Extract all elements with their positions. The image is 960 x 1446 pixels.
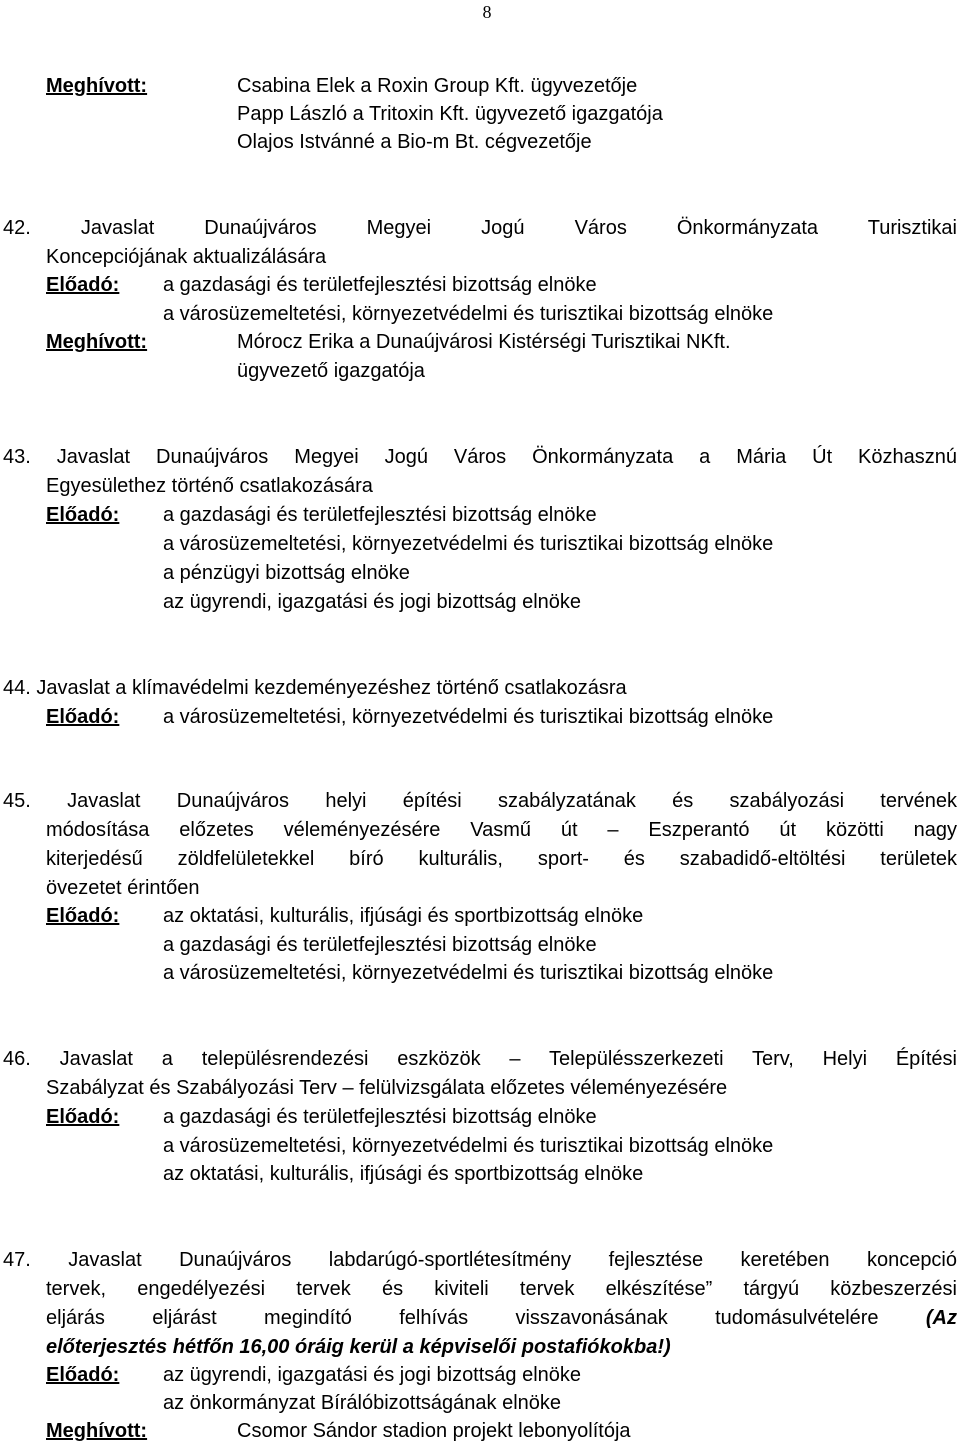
presenter-text: a városüzemeltetési, környezetvédelmi és turisztikai bizottság elnöke [163, 962, 774, 984]
presenter-row [46, 588, 957, 617]
presenter-text: a pénzügyi bizottság elnöke [163, 562, 410, 584]
item-47-title-cont [46, 1304, 957, 1333]
item-title-text: tervek, engedélyezési tervek és kiviteli tervek elkészítése” tárgyú közbeszerzési [46, 1278, 957, 1300]
item-44-title [0, 674, 957, 703]
item-45-title-cont [46, 816, 957, 845]
invitee-row [46, 357, 957, 386]
item-number: 45. [3, 790, 31, 812]
presenter-row [46, 530, 957, 559]
item-47-note [46, 1333, 957, 1362]
presenter-label: Előadó: [46, 1106, 120, 1128]
item-title-text: Javaslat Dunaújváros Megyei Jogú Város Önkormányzata a Mária Út Közhasznú [56, 446, 957, 468]
presenter-row [46, 1361, 957, 1390]
presenter-label: Előadó: [46, 706, 120, 728]
invitee-name: ügyvezető igazgatója [237, 360, 425, 382]
presenter-row [46, 501, 957, 530]
presenter-text: a gazdasági és területfejlesztési bizottság elnöke [163, 274, 597, 296]
invited-label: Meghívott: [46, 1420, 148, 1442]
presenter-text: a városüzemeltetési, környezetvédelmi és turisztikai bizottság elnöke [163, 303, 774, 325]
invitee-row [46, 1417, 957, 1446]
item-number: 47. [3, 1249, 31, 1271]
item-title-text: Koncepciójának aktualizálására [46, 246, 327, 268]
presenter-text: a gazdasági és területfejlesztési bizottság elnöke [163, 504, 597, 526]
presenter-row [46, 1389, 957, 1418]
item-number: 43. [3, 446, 31, 468]
presenter-row [46, 271, 957, 300]
invitee-name: Olajos Istvánné a Bio-m Bt. cégvezetője [237, 131, 592, 153]
presenter-text: a városüzemeltetési, környezetvédelmi és turisztikai bizottság elnöke [163, 1135, 774, 1157]
presenter-row [46, 1103, 957, 1132]
presenter-row [46, 1132, 957, 1161]
item-title-text: eljárás eljárást megindító felhívás visszavonásának tudomásulvételére [46, 1307, 879, 1329]
presenter-text: a városüzemeltetési, környezetvédelmi és turisztikai bizottság elnöke [163, 706, 774, 728]
invited-label: Meghívott: [46, 331, 148, 353]
invitee-name: Papp László a Tritoxin Kft. ügyvezető igazgatója [237, 103, 663, 125]
invited-label: Meghívott: [46, 75, 148, 97]
presenter-text: a városüzemeltetési, környezetvédelmi és turisztikai bizottság elnöke [163, 533, 774, 555]
item-46-title [0, 1045, 957, 1074]
invitee-row [46, 72, 957, 101]
item-number: 42. [3, 217, 31, 239]
note-text: előterjesztés hétfőn 16,00 óráig kerül a képviselői postafiókokba!) [46, 1336, 671, 1358]
item-title-text: módosítása előzetes véleményezésére Vasmű út – Eszperantó út közötti nagy [46, 819, 957, 841]
item-45-title [0, 787, 957, 816]
presenter-text: az oktatási, kulturális, ifjúsági és sportbizottság elnöke [163, 905, 644, 927]
item-title-text: Javaslat Dunaújváros helyi építési szabályzatának és szabályozási tervének [67, 790, 957, 812]
presenter-text: az ügyrendi, igazgatási és jogi bizottság elnöke [163, 1364, 582, 1386]
presenter-text: az ügyrendi, igazgatási és jogi bizottság elnöke [163, 591, 582, 613]
item-43-title [0, 443, 957, 472]
item-45-title-cont [46, 874, 957, 903]
invitee-row [46, 328, 957, 357]
presenter-text: az oktatási, kulturális, ifjúsági és sportbizottság elnöke [163, 1163, 644, 1185]
invitee-row [46, 128, 957, 157]
item-title-text: Javaslat a településrendezési eszközök – Településszerkezeti Terv, Helyi Építési [59, 1048, 957, 1070]
presenter-text: az önkormányzat Bírálóbizottságának elnöke [163, 1392, 562, 1414]
item-47-title [0, 1246, 957, 1275]
item-title-text: Javaslat a klímavédelmi kezdeményezéshez történő csatlakozásra [36, 677, 627, 699]
item-title-text: Szabályzat és Szabályozási Terv – felülvizsgálata előzetes véleményezésére [46, 1077, 728, 1099]
invitee-name: Mórocz Erika a Dunaújvárosi Kistérségi Turisztikai NKft. [237, 331, 731, 353]
presenter-row [46, 902, 957, 931]
item-title-text: Egyesülethez történő csatlakozására [46, 475, 373, 497]
item-number: 44. [3, 677, 31, 699]
item-title-text: kiterjedésű zöldfelületekkel bíró kulturális, sport- és szabadidő-eltöltési területek [46, 848, 957, 870]
presenter-row [46, 931, 957, 960]
presenter-label: Előadó: [46, 1364, 120, 1386]
item-42-title-cont [46, 243, 957, 272]
note-start: (Az [925, 1307, 957, 1329]
presenter-label: Előadó: [46, 905, 120, 927]
item-43-title-cont [46, 472, 957, 501]
item-title-text: övezetet érintően [46, 877, 200, 899]
item-45-title-cont [46, 845, 957, 874]
item-number: 46. [3, 1048, 31, 1070]
presenter-row [46, 559, 957, 588]
item-title-text: Javaslat Dunaújváros labdarúgó-sportlétesítmény fejlesztése keretében koncepció [68, 1249, 958, 1271]
presenter-label: Előadó: [46, 274, 120, 296]
item-42-title [0, 214, 957, 243]
invitee-name: Csabina Elek a Roxin Group Kft. ügyvezetője [237, 75, 638, 97]
invitee-row [46, 100, 957, 129]
presenter-row [46, 703, 957, 732]
presenter-row [46, 300, 957, 329]
invitee-name: Csomor Sándor stadion projekt lebonyolítója [237, 1420, 631, 1442]
page-number: 8 [482, 2, 492, 22]
item-46-title-cont [46, 1074, 957, 1103]
presenter-label: Előadó: [46, 504, 120, 526]
presenter-text: a gazdasági és területfejlesztési bizottság elnöke [163, 934, 597, 956]
presenter-text: a gazdasági és területfejlesztési bizottság elnöke [163, 1106, 597, 1128]
item-title-text: Javaslat Dunaújváros Megyei Jogú Város Önkormányzata Turisztikai [80, 217, 957, 239]
item-47-title-cont [46, 1275, 957, 1304]
presenter-row [46, 1160, 957, 1189]
presenter-row [46, 959, 957, 988]
